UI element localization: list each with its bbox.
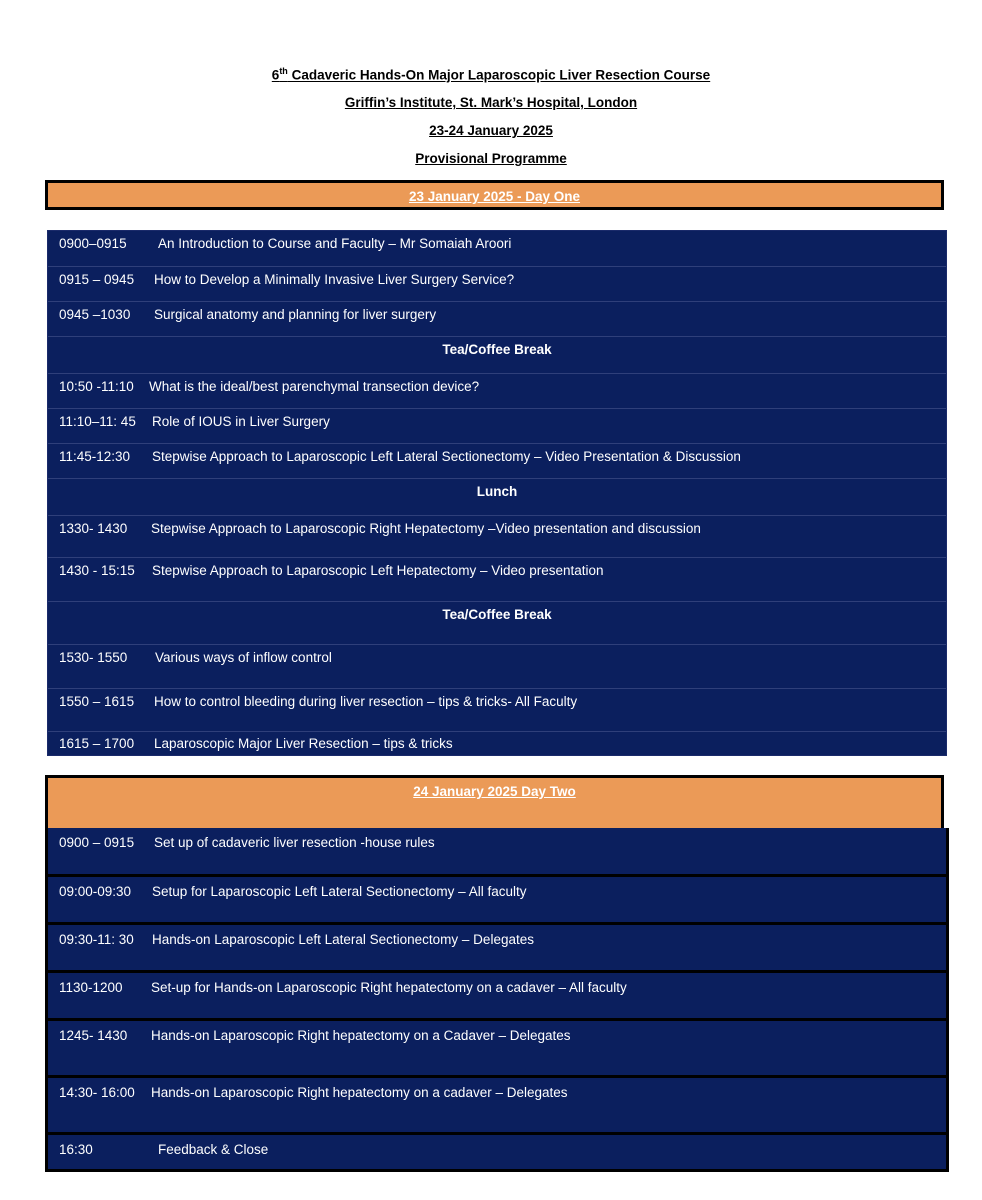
break-row: Tea/Coffee Break — [48, 337, 946, 374]
schedule-row — [48, 302, 946, 337]
row-description: What is the ideal/best parenchymal transection device? — [149, 379, 480, 394]
row-description: Feedback & Close — [158, 1142, 269, 1157]
day-one-schedule — [47, 230, 947, 756]
row-time: 1430 - 15:15 — [59, 563, 135, 578]
row-time: 0945 –1030 — [59, 307, 131, 322]
row-time: 11:10–11: 45 — [59, 414, 136, 429]
row-description: Hands-on Laparoscopic Right hepatectomy on a Cadaver – Delegates — [151, 1028, 571, 1043]
row-time: 16:30 — [59, 1142, 93, 1157]
row-time: 1330- 1430 — [59, 521, 128, 536]
row-description: How to Develop a Minimally Invasive Liver Surgery Service? — [154, 272, 515, 287]
row-time: 1550 – 1615 — [59, 694, 135, 709]
schedule-row — [48, 267, 946, 302]
row-time: 1615 – 1700 — [59, 736, 135, 751]
day-one-banner: 23 January 2025 - Day One — [45, 180, 944, 210]
row-time: 14:30- 16:00 — [59, 1085, 135, 1100]
course-dates: 23-24 January 2025 — [429, 123, 553, 138]
row-description: Set up of cadaveric liver resection -house rules — [154, 835, 435, 850]
row-time: 1245- 1430 — [59, 1028, 128, 1043]
venue: Griffin’s Institute, St. Mark’s Hospital, London — [344, 95, 638, 110]
title-number: 6 — [271, 67, 280, 83]
row-description: Set-up for Hands-on Laparoscopic Right hepatectomy on a cadaver – All faculty — [151, 980, 627, 995]
row-time: 0900–0915 — [59, 236, 127, 251]
schedule-row — [48, 558, 946, 602]
schedule-row — [48, 925, 946, 973]
break-row: Tea/Coffee Break — [48, 602, 946, 645]
row-time: 1530- 1550 — [59, 650, 128, 665]
day-two-schedule — [45, 828, 949, 1172]
schedule-row — [48, 1078, 946, 1135]
row-description: Various ways of inflow control — [155, 650, 332, 665]
schedule-row — [48, 973, 946, 1021]
row-description: Role of IOUS in Liver Surgery — [152, 414, 330, 429]
schedule-row — [48, 374, 946, 409]
schedule-row — [48, 645, 946, 689]
schedule-row — [48, 828, 946, 877]
row-time: 0915 – 0945 — [59, 272, 135, 287]
row-description: Laparoscopic Major Liver Resection – tips & tricks — [154, 736, 453, 751]
row-description: How to control bleeding during liver resection – tips & tricks- All Faculty — [154, 694, 578, 709]
row-time: 11:45-12:30 — [59, 449, 131, 464]
row-description: Hands-on Laparoscopic Left Lateral Sectionectomy – Delegates — [152, 932, 534, 947]
schedule-row — [48, 689, 946, 732]
row-description: An Introduction to Course and Faculty – Mr Somaiah Aroori — [158, 236, 512, 251]
day-two-banner: 24 January 2025 Day Two — [45, 775, 944, 831]
row-description: Stepwise Approach to Laparoscopic Right Hepatectomy –Video presentation and discussion — [151, 521, 701, 536]
row-description: Stepwise Approach to Laparoscopic Left Lateral Sectionectomy – Video Presentation & Discussion — [152, 449, 741, 464]
row-time: 0900 – 0915 — [59, 835, 135, 850]
row-description: Setup for Laparoscopic Left Lateral Sectionectomy – All faculty — [152, 884, 527, 899]
schedule-row — [48, 1135, 946, 1169]
schedule-row — [48, 409, 946, 444]
course-title — [0, 66, 982, 83]
schedule-row — [48, 444, 946, 479]
row-time: 10:50 -11:10 — [59, 379, 134, 394]
schedule-row — [48, 231, 946, 267]
schedule-row — [48, 1021, 946, 1078]
schedule-row — [48, 877, 946, 925]
title-superscript: th — [279, 66, 288, 76]
row-time: 09:30-11: 30 — [59, 932, 134, 947]
row-description: Surgical anatomy and planning for liver surgery — [154, 307, 437, 322]
row-description: Stepwise Approach to Laparoscopic Left Hepatectomy – Video presentation — [152, 563, 604, 578]
schedule-row — [48, 732, 946, 755]
row-time: 09:00-09:30 — [59, 884, 132, 899]
row-time: 1130-1200 — [59, 980, 123, 995]
row-description: Hands-on Laparoscopic Right hepatectomy on a cadaver – Delegates — [151, 1085, 568, 1100]
programme-label: Provisional Programme — [415, 151, 567, 166]
schedule-row — [48, 516, 946, 558]
title-text: Cadaveric Hands-On Major Laparoscopic Liver Resection Course — [287, 67, 711, 83]
break-row: Lunch — [48, 479, 946, 516]
